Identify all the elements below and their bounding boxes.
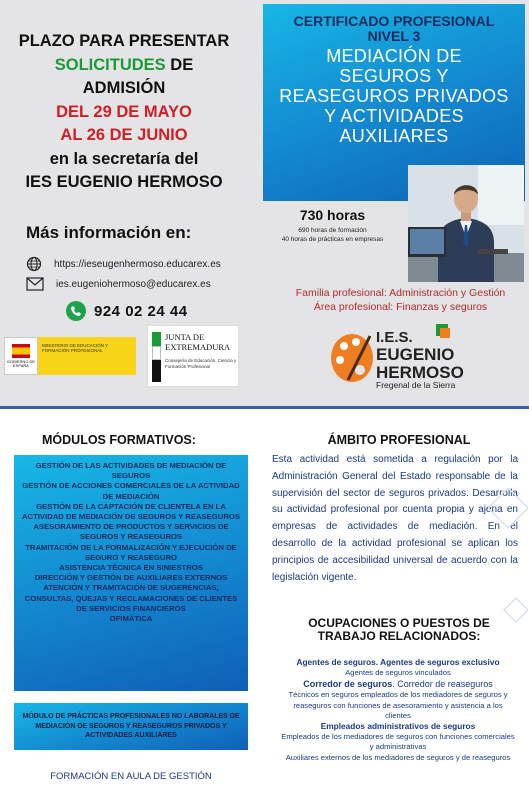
deadline-school: IES EUGENIO HERMOSO xyxy=(25,173,223,191)
email-row[interactable] xyxy=(26,277,211,291)
flag-white-stripe xyxy=(152,346,161,360)
deadline-start-date: DEL 29 DE MAYO xyxy=(56,102,192,121)
occupation-agentes: Agentes de seguros. Agentes de seguros exclusivo xyxy=(296,657,500,667)
decorative-diamonds xyxy=(488,488,528,638)
spain-government-logo xyxy=(4,337,136,375)
junta-title: JUNTA DE EXTREMADURA xyxy=(165,332,231,352)
ies-line-3: HERMOSO xyxy=(376,363,464,382)
family-professional: Familia profesional: Administración y Gestión xyxy=(295,287,506,299)
spain-crest xyxy=(4,337,38,375)
training-hours: 690 horas de formación xyxy=(298,227,367,234)
gov-crest-text: GOBIERNO DE ESPAÑA xyxy=(6,358,36,368)
corredor-bold: Corredor de seguros xyxy=(303,679,393,690)
ies-line-4: Fregenal de la Sierra xyxy=(376,380,456,390)
occupation-agentes-vinculados: Agentes de seguros vinculados xyxy=(345,668,451,677)
certificate-level: NIVEL 3 xyxy=(367,28,421,44)
occupation-empleados: Empleados administrativos de seguros xyxy=(320,721,476,732)
flag-green-stripe xyxy=(152,332,161,346)
occupations-heading-line-1: OCUPACIONES O PUESTOS DE xyxy=(308,616,490,630)
ministry-text: MINISTERIO DE EDUCACIÓN Y FORMACIÓN PROFESIONAL xyxy=(38,337,136,375)
occupations-list xyxy=(280,657,516,763)
certificate-name-line: REASEGUROS PRIVADOS xyxy=(279,86,509,106)
website-row[interactable] xyxy=(26,256,221,272)
phone-row[interactable] xyxy=(66,301,188,321)
phone-icon xyxy=(66,301,86,321)
occupations-heading xyxy=(270,617,528,643)
junta-subtitle: Consejería de Educación, Ciencia y Formación Profesional xyxy=(165,358,237,369)
module-item: TRAMITACIÓN DE LA FORMALIZACIÓN Y EJECUCIÓN DE SEGURO Y REASEGURO xyxy=(25,542,237,562)
module-item: ASESORAMIENTO DE PRODUCTOS Y SERVICIOS DE SEGUROS Y REASEGUROS xyxy=(33,522,229,542)
professional-family xyxy=(272,287,529,314)
envelope-icon xyxy=(26,277,44,291)
section-divider xyxy=(0,406,529,409)
certificate-name-line: Y ACTIVIDADES xyxy=(324,106,464,126)
deadline-line-2 xyxy=(8,54,240,78)
ambito-paragraph: Esta actividad está sometida a regulación por la Administración General del Estado responsable de la supervisión del sector de seguros privados. Desarrolla su actividad profesional por cuenta propia y ajena en empresas de actividades de mediación. En el desarrollo de la actividad profesional se aplican los principios de accesibilidad universal de acuerdo con la legislación vigente. xyxy=(272,454,518,583)
junta-extremadura-logo xyxy=(147,325,239,387)
occupation-empleados-detail: Empleados de los mediadores de seguros con funciones comerciales y administrativas xyxy=(281,732,515,752)
modules-box xyxy=(14,455,248,691)
aula-gestion-label: FORMACIÓN EN AULA DE GESTIÓN xyxy=(50,771,212,782)
certificate-title xyxy=(263,14,525,44)
ies-eugenio-hermoso-logo xyxy=(330,320,470,390)
more-info-heading: Más información en: xyxy=(26,223,192,242)
deadline-line-1: PLAZO PARA PRESENTAR xyxy=(18,32,230,50)
ies-line-1: I.E.S. xyxy=(376,329,413,346)
module-item: OFIMÁTICA xyxy=(109,614,153,624)
deadline-end-date: AL 26 DE JUNIO xyxy=(60,126,188,144)
module-item: GESTIÓN DE LA CAPTACIÓN DE CLIENTELA EN LA ACTIVIDAD DE MEDIACIÓN DE SEGUROS Y REASEGUROS xyxy=(22,501,240,522)
certificate-name xyxy=(263,46,525,146)
occupation-auxiliares: Auxiliares externos de los mediadores de seguros y de reaseguros xyxy=(285,752,511,762)
module-item: ATENCIÓN Y TRAMITACIÓN DE SUGERENCIAS, CONSULTAS, QUEJAS Y RECLAMACIONES DE CLIENTES DE SERVICIOS FINANCIEROS xyxy=(24,583,238,613)
occupations-heading-line-2: TRABAJO RELACIONADOS: xyxy=(317,629,481,643)
occupation-tecnicos: Técnicos en seguros empleados de los mediadores de seguros y reaseguros con funciones de asesoramiento y asistencia a los clientes xyxy=(288,690,508,720)
total-hours: 730 horas xyxy=(299,207,366,223)
professional-area: Área profesional: Finanzas y seguros xyxy=(313,300,488,313)
phone-number[interactable]: 924 02 24 44 xyxy=(94,302,188,320)
paint-palette-icon xyxy=(331,334,373,382)
ies-line-2: EUGENIO xyxy=(376,345,455,364)
businessman-photo xyxy=(408,165,524,282)
website-link[interactable]: https://ieseugenhermoso.educarex.es xyxy=(54,258,221,270)
practice-hours: 40 horas de prácticas en empresas xyxy=(281,236,384,243)
certificate-name-line: AUXILIARES xyxy=(339,126,449,146)
module-item: ASISTENCIA TÉCNICA EN SINIESTROS xyxy=(59,563,203,573)
occupation-corredor xyxy=(280,678,516,690)
certificate-name-line: MEDIACIÓN DE xyxy=(326,46,462,66)
deadline-line-2-rest: DE xyxy=(165,55,194,74)
corredor-rest: . Corredor de reaseguros xyxy=(392,679,493,690)
solicitudes-text: SOLICITUDES xyxy=(54,55,166,74)
ambito-heading: ÁMBITO PROFESIONAL xyxy=(327,433,471,447)
module-item: GESTIÓN DE LAS ACTIVIDADES DE MEDIACIÓN DE SEGUROS xyxy=(35,461,227,481)
module-item: DIRECCIÓN Y GESTIÓN DE AUXILIARES EXTERNOS xyxy=(34,573,228,583)
globe-icon xyxy=(26,256,42,272)
certificate-title-line-1: CERTIFICADO PROFESIONAL xyxy=(293,13,495,29)
module-item: GESTIÓN DE ACCIONES COMERCIALES DE LA ACTIVIDAD DE MEDIACIÓN xyxy=(22,481,240,501)
deadline-line-3: ADMISIÓN xyxy=(82,79,166,97)
flag-black-stripe xyxy=(152,360,161,382)
modules-heading: MÓDULOS FORMATIVOS: xyxy=(42,433,196,447)
admission-deadline xyxy=(8,30,240,195)
practicas-box: MÓDULO DE PRÁCTICAS PROFESIONALES NO LABORALES DE MEDIACIÓN DE SEGUROS Y REASEGUROS PRIVADOS Y ACTIVIDADES AUXILIARES xyxy=(14,703,248,750)
deadline-line-6: en la secretaría del xyxy=(49,149,199,168)
email-link[interactable]: ies.eugeniohermoso@educarex.es xyxy=(56,278,211,290)
hours-box xyxy=(265,207,400,244)
certificate-name-line: SEGUROS Y xyxy=(339,66,449,86)
spain-flag-icon xyxy=(12,344,30,358)
fp-icon xyxy=(436,324,450,338)
hours-detail xyxy=(265,226,400,244)
